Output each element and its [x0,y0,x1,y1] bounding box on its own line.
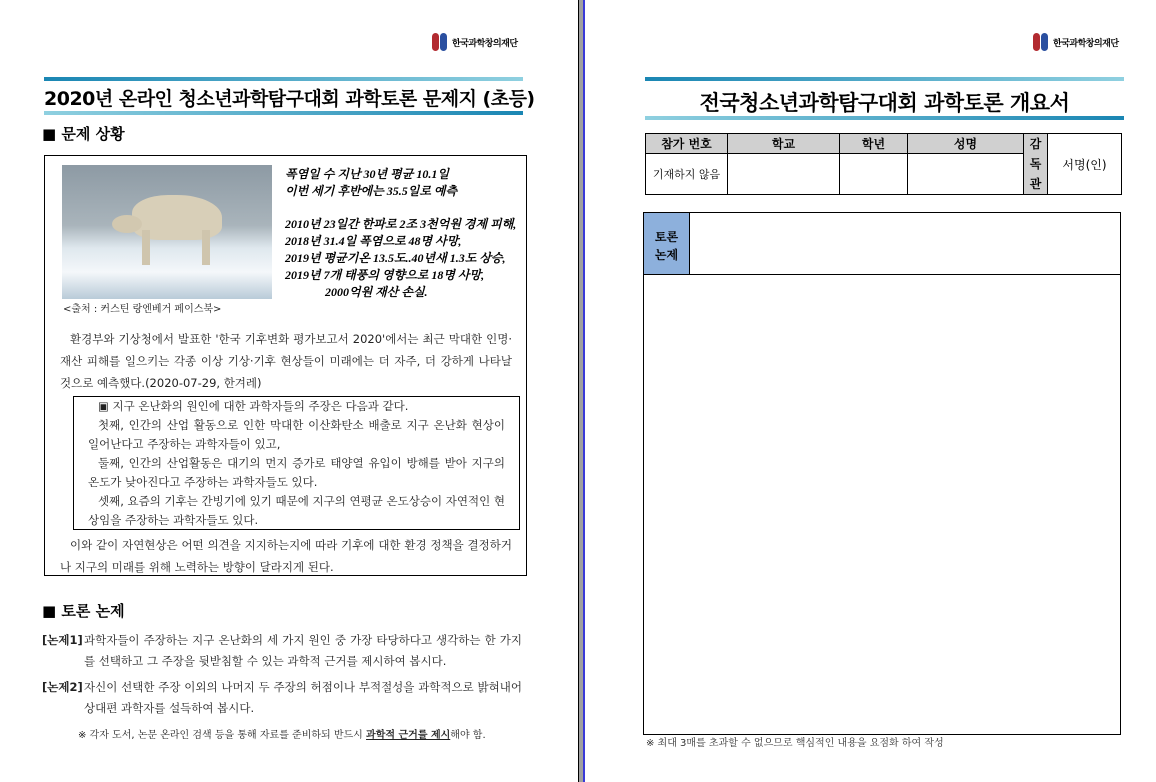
topic-1: [논제1] 과학자들이 주장하는 지구 온난화의 세 가지 원인 중 가장 타당하다고 생각하는 한 가지를 선택하고 그 주장을 뒷받침할 수 있는 과학적 근거를 제시하여 봅시다. [42,633,522,668]
footer-note: ※ 최대 3매를 초과할 수 없으므로 핵심적인 내용을 요점화 하여 작성 [646,738,944,749]
section-heading-topics: ■ 토론 논제 [42,602,125,620]
supervisor-label: 감 독 관 [1024,134,1048,195]
title-bar-bottom [44,111,523,115]
topic-2: [논제2] 자신이 선택한 주장 이외의 나머지 두 주장의 허점이나 부적절성을 과학적으로 밝혀내어 상대편 과학자를 설득하여 봅시다. [42,680,522,715]
conclusion-text: 이와 같이 자연현상은 어떤 의견을 지지하는지에 따라 기후에 대한 환경 정책을 결정하거나 지구의 미래를 위해 노력하는 방향이 달라지게 된다. [60,538,512,574]
note: ※ 각자 도서, 논문 온라인 검색 등을 통해 자료를 준비하되 반드시 과학적 근거를 제시해야 함. [78,730,486,741]
signature-cell[interactable]: 서명(인) [1048,134,1122,195]
topic-label: 토론 논제 [644,213,690,275]
title-bar-top [44,77,523,81]
intro-text: 환경부와 기상청에서 발표한 '한국 기후변화 평가보고서 2020'에서는 최근 막대한 인명·재산 피해를 일으키는 각종 이상 기상·기후 현상들이 미래에는 더 자주, 더 강하게 나타날 것으로 예측했다.(2020-07-29, 한겨레) [60,332,512,390]
page-title: 2020년 온라인 청소년과학탐구대회 과학토론 문제지 (초등) [44,88,535,110]
participant-table: 참가 번호 학교 학년 성명 감 독 관 서명(인) 기재하지 않음 [645,133,1122,195]
logo-mark-icon [432,33,448,51]
entry-number: 기재하지 않음 [646,154,728,195]
grade-field[interactable] [840,154,908,195]
topic-field[interactable] [690,213,1120,275]
title-bar-bottom [645,116,1124,120]
logo-mark-icon [1033,33,1049,51]
section-heading-situation: ■ 문제 상황 [42,125,125,143]
page-title: 전국청소년과학탐구대회 과학토론 개요서 [699,91,1070,115]
polar-bear-photo [62,165,272,299]
topic-area [643,212,1121,735]
claims-box: ▣ 지구 온난화의 원인에 대한 과학자들의 주장은 다음과 같다. 첫째, 인간의 산업 활동으로 인한 막대한 이산화탄소 배출로 지구 온난화 현상이 일어난다고 주장하는 과학자들이 있고, 둘째, 인간의 산업활동은 대기의 먼지 증가로 태양열 유입이 방해를 받아 지구의 온도가 낮아진다고 주장하는 과학자들도 있다. 셋째, 요즘의 기후는 간빙기에 있기 때문에 지구의 연평균 온도상승이 자연적인 현상임을 주장하는 과학자들도 있다. [73,396,520,530]
page-separator [578,0,585,782]
school-field[interactable] [728,154,840,195]
situation-box: <출처 : 커스틴 랑엔베거 페이스북> 폭염일 수 지난 30년 평균 10.1일 이번 세기 후반에는 35.5일로 예측 2010년 23일간 한파로 2조 3천억원 경제 피해, 2018년 31.4일 폭염으로 48명 사망, 2019년 평균기온 13.5도..40년새 1.3도 상승, 2019년 7개 태풍의 영향으로 18명 사망, 2000억원 재산 손실. 환경부와 기상청에서 발표한 '한국 기후변화 평가보고서 2020'에서는 최근 막대한 인명·재산 피해를 일으키는 각종 이상 기상·기후 현상들이 미래에는 더 자주, 더 강하게 나타날 것으로 예측했다.(2020-07-29, 한겨레) ▣ 지구 온난화의 원인에 대한 과학자들의 주장은 다음과 같다. 첫째, 인간의 산업 활동으로 인한 막대한 이산화탄소 배출로 지구 온난화 현상이 일어난다고 주장하는 과학자들이 있고, 둘째, 인간의 산업활동은 대기의 먼지 증가로 태양열 유입이 방해를 받아 지구의 온도가 낮아진다고 주장하는 과학자들도 있다. 셋째, 요즘의 기후는 간빙기에 있기 때문에 지구의 연평균 온도상승이 자연적인 현상임을 주장하는 과학자들도 있다. 이와 같이 자연현상은 어떤 의견을 지지하는지에 따라 기후에 대한 환경 정책을 결정하거나 지구의 미래를 위해 노력하는 방향이 달라지게 된다. [44,155,527,576]
name-field[interactable] [908,154,1024,195]
title-bar-top [645,77,1124,81]
outline-writing-area[interactable] [644,275,1120,734]
logo: 한국과학창의재단 [1033,33,1119,51]
logo: 한국과학창의재단 [432,33,518,51]
